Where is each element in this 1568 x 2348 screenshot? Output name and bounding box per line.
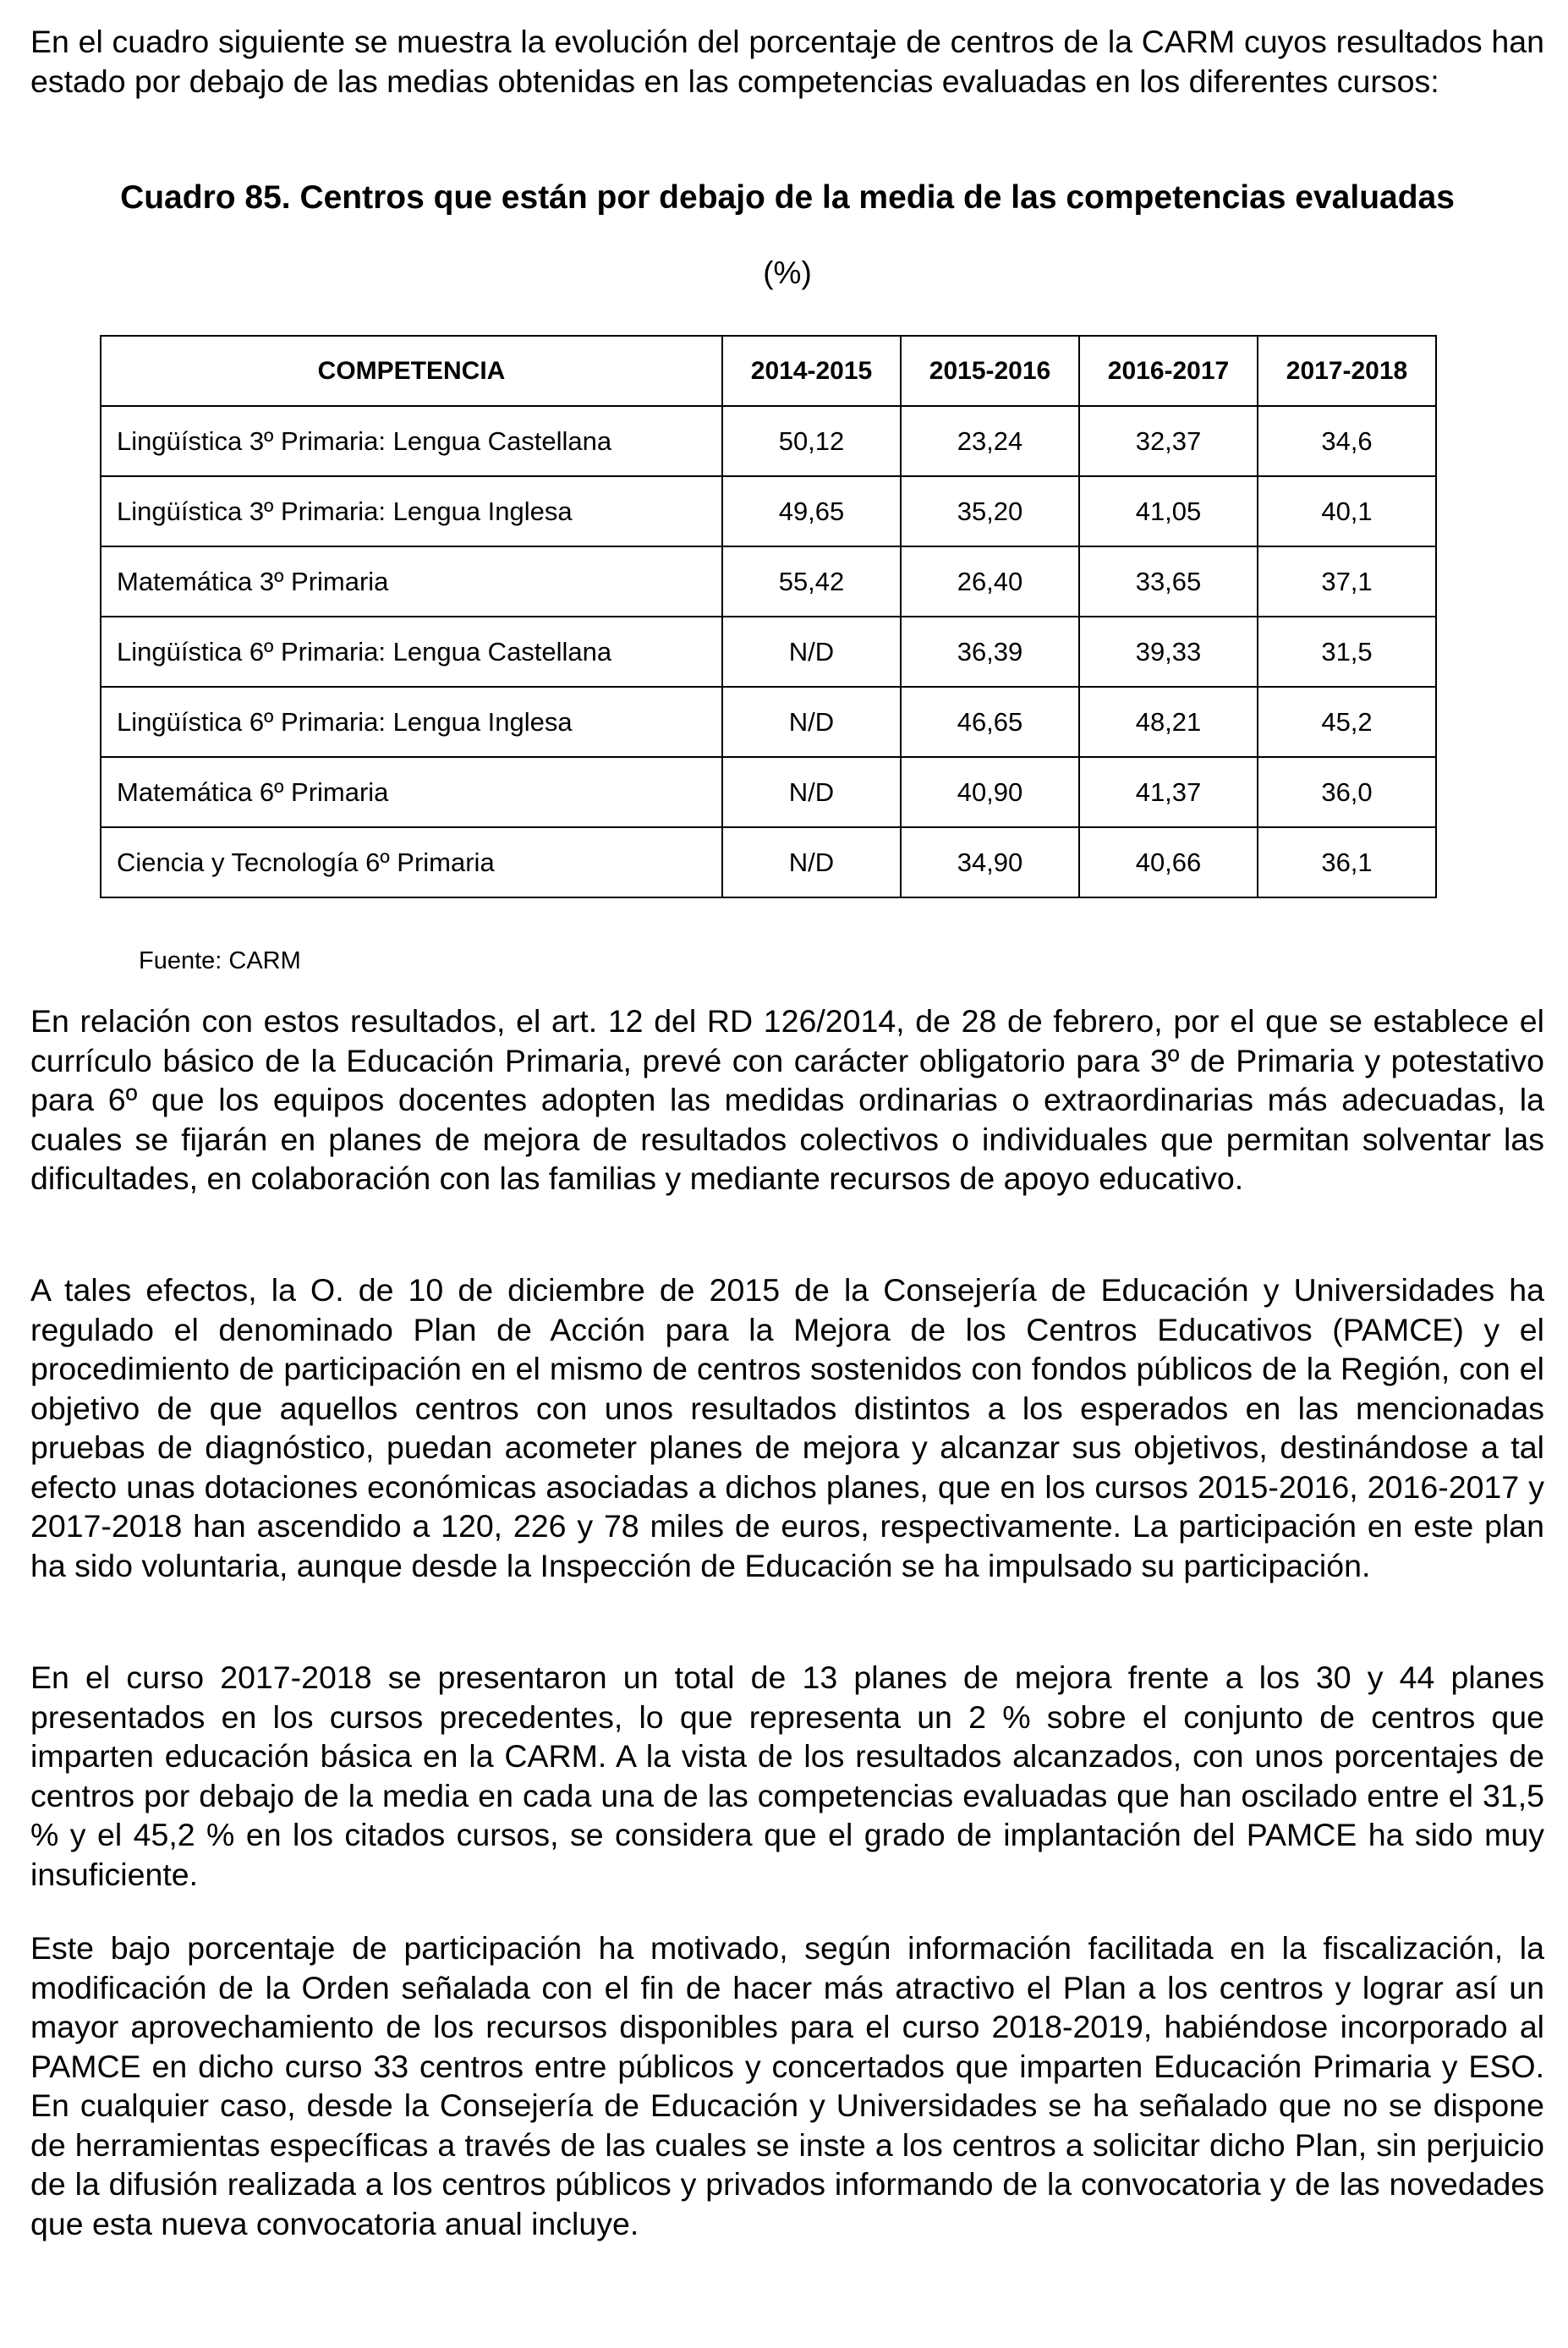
cell-value: 50,12 [722, 406, 901, 476]
intro-paragraph: En el cuadro siguiente se muestra la evolución del porcentaje de centros de la CARM cuyos resultados han estado por debajo de las medias obtenidas en las competencias evaluadas en los diferentes cursos: [30, 24, 1544, 99]
table-row [101, 406, 1436, 476]
cell-value: 48,21 [1079, 687, 1258, 757]
table-units: (%) [763, 255, 812, 290]
table-header-row [101, 336, 1436, 406]
cell-competencia: Ciencia y Tecnología 6º Primaria [101, 827, 722, 897]
cell-value: 46,65 [901, 687, 1079, 757]
cell-value: 40,1 [1258, 476, 1436, 546]
cell-value: 37,1 [1258, 546, 1436, 617]
header-2017-2018: 2017-2018 [1258, 336, 1436, 406]
cell-value: 35,20 [901, 476, 1079, 546]
cell-value: 36,1 [1258, 827, 1436, 897]
paragraph-planes-mejora: En el curso 2017-2018 se presentaron un total de 13 planes de mejora frente a los 30 y 44 planes presentados en los cursos precedentes, lo que representa un 2 % sobre el conjunto de centros que imparten educación básica en la CARM. A la vista de los resultados alcanzados, con unos porcentajes de centros por debajo de la media en cada una de las competencias evaluadas que han oscilado entre el 31,5 % y el 45,2 % en los citados cursos, se considera que el grado de implantación del PAMCE ha sido muy insuficiente. [30, 1660, 1544, 1892]
cell-value: N/D [722, 617, 901, 687]
cell-value: N/D [722, 827, 901, 897]
header-2014-2015: 2014-2015 [722, 336, 901, 406]
cell-value: 33,65 [1079, 546, 1258, 617]
cell-value: 55,42 [722, 546, 901, 617]
cell-value: 31,5 [1258, 617, 1436, 687]
cell-value: 34,6 [1258, 406, 1436, 476]
cell-value: 40,90 [901, 757, 1079, 827]
cell-value: N/D [722, 687, 901, 757]
table-title: Cuadro 85. Centros que están por debajo de la media de las competencias evaluadas [120, 179, 1455, 216]
cell-competencia: Lingüística 6º Primaria: Lengua Inglesa [101, 687, 722, 757]
cell-value: 45,2 [1258, 687, 1436, 757]
header-competencia: COMPETENCIA [101, 336, 722, 406]
table-row [101, 476, 1436, 546]
cell-value: 36,39 [901, 617, 1079, 687]
header-2015-2016: 2015-2016 [901, 336, 1079, 406]
paragraph-pamce: A tales efectos, la O. de 10 de diciembre de 2015 de la Consejería de Educación y Universidades ha regulado el denominado Plan de Acción para la Mejora de los Centros Educativos (PAMCE) y el procedimiento de participación en el mismo de centros sostenidos con fondos públicos de la Región, con el objetivo de que aquellos centros con unos resultados distintos a los esperados en las mencionadas pruebas de diagnóstico, puedan acometer planes de mejora y alcanzar sus objetivos, destinándose a tal efecto unas dotaciones económicas asociadas a dichos planes, que en los cursos 2015-2016, 2016-2017 y 2017-2018 han ascendido a 120, 226 y 78 miles de euros, respectivamente. La participación en este plan ha sido voluntaria, aunque desde la Inspección de Educación se ha impulsado su participación. [30, 1272, 1544, 1583]
cell-competencia: Matemática 3º Primaria [101, 546, 722, 617]
cell-value: 34,90 [901, 827, 1079, 897]
table-row [101, 546, 1436, 617]
table-row [101, 617, 1436, 687]
cell-value: 26,40 [901, 546, 1079, 617]
cell-value: 39,33 [1079, 617, 1258, 687]
paragraph-participacion: Este bajo porcentaje de participación ha motivado, según información facilitada en la fiscalización, la modificación de la Orden señalada con el fin de hacer más atractivo el Plan a los centros y lograr así un mayor aprovechamiento de los recursos disponibles para el curso 2018-2019, habiéndose incorporado al PAMCE en dicho curso 33 centros entre públicos y concertados que imparten Educación Primaria y ESO. En cualquier caso, desde la Consejería de Educación y Universidades se ha señalado que no se dispone de herramientas específicas a través de las cuales se inste a los centros a solicitar dicho Plan, sin perjuicio de la difusión realizada a los centros públicos y privados informando de la convocatoria y de las novedades que esta nueva convocatoria anual incluye. [30, 1930, 1544, 2241]
table-row [101, 687, 1436, 757]
cell-value: N/D [722, 757, 901, 827]
cell-value: 32,37 [1079, 406, 1258, 476]
cell-value: 49,65 [722, 476, 901, 546]
cell-competencia: Matemática 6º Primaria [101, 757, 722, 827]
cell-value: 40,66 [1079, 827, 1258, 897]
cell-value: 41,05 [1079, 476, 1258, 546]
cell-competencia: Lingüística 6º Primaria: Lengua Castellana [101, 617, 722, 687]
cell-competencia: Lingüística 3º Primaria: Lengua Inglesa [101, 476, 722, 546]
header-2016-2017: 2016-2017 [1079, 336, 1258, 406]
cell-value: 41,37 [1079, 757, 1258, 827]
table-row [101, 827, 1436, 897]
cell-value: 36,0 [1258, 757, 1436, 827]
cell-competencia: Lingüística 3º Primaria: Lengua Castellana [101, 406, 722, 476]
table-row [101, 757, 1436, 827]
competencias-table [100, 335, 1437, 898]
cell-value: 23,24 [901, 406, 1079, 476]
table-source: Fuente: CARM [139, 947, 301, 974]
paragraph-rd-126: En relación con estos resultados, el art. 12 del RD 126/2014, de 28 de febrero, por el que se establece el currículo básico de la Educación Primaria, prevé con carácter obligatorio para 3º de Primaria y potestativo para 6º que los equipos docentes adopten las medidas ordinarias o extraordinarias más adecuadas, la cuales se fijarán en planes de mejora de resultados colectivos o individuales que permitan solventar las dificultades, en colaboración con las familias y mediante recursos de apoyo educativo. [30, 1003, 1544, 1196]
